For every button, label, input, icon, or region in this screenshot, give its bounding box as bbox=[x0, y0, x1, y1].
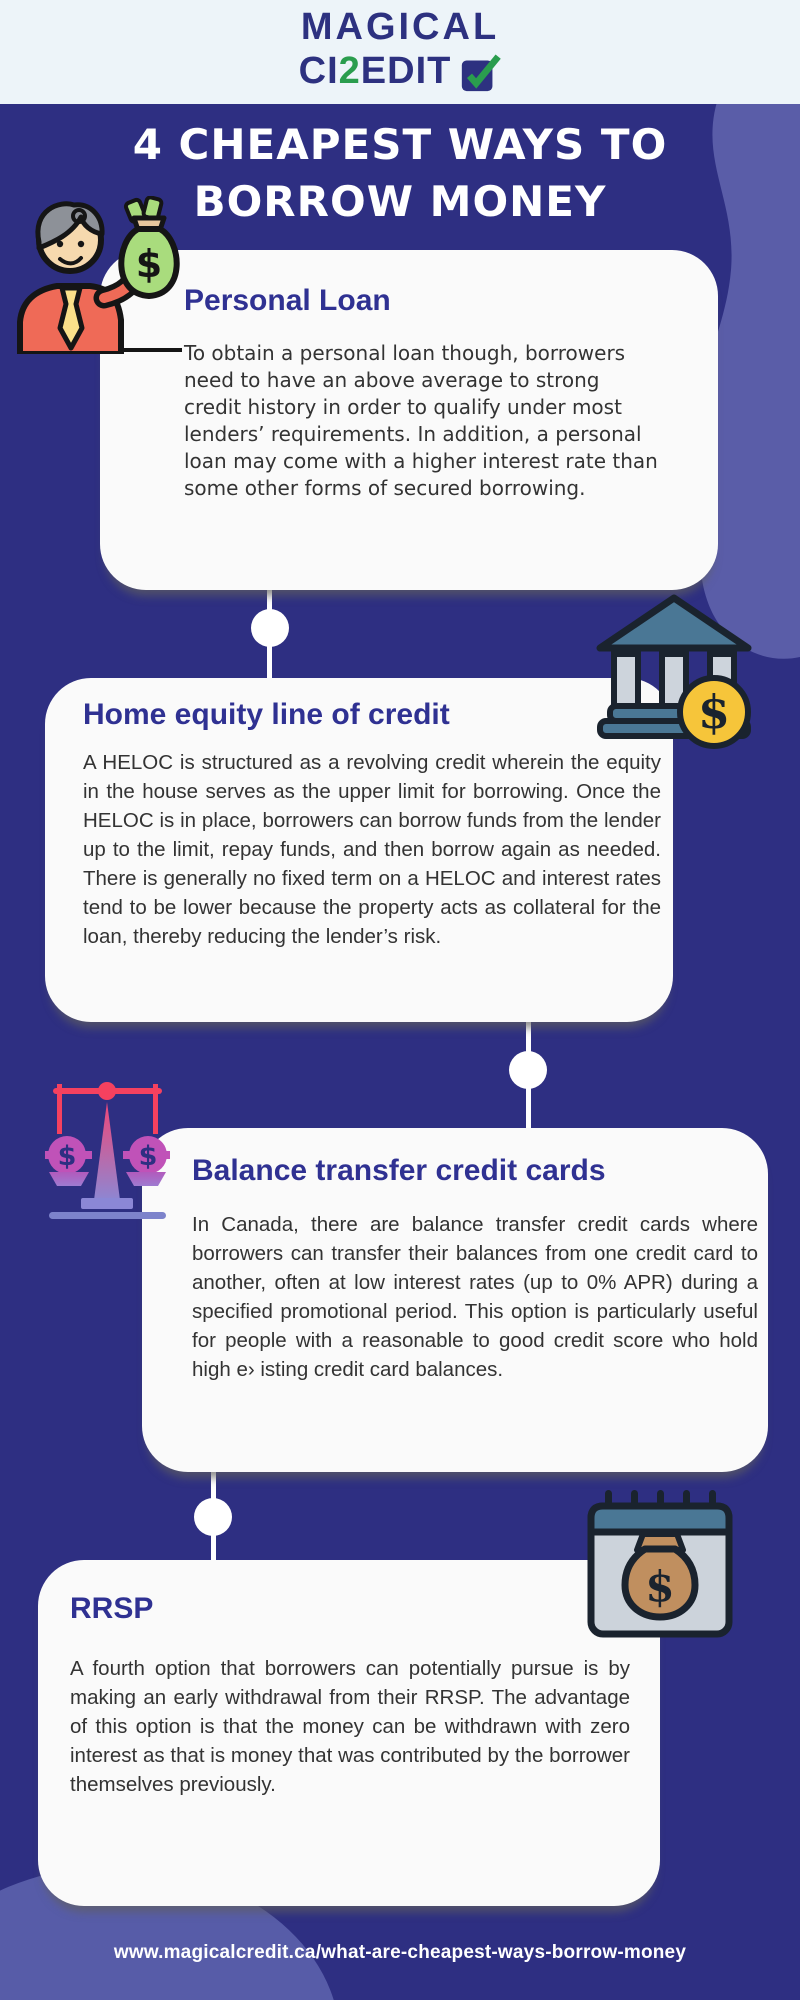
magical-credit-logo bbox=[0, 6, 800, 94]
bank-icon bbox=[592, 592, 757, 752]
page-title-line2: BORROW MONEY bbox=[193, 177, 607, 226]
header-bar bbox=[0, 0, 800, 104]
logo-word-magical: MAGICAL bbox=[300, 6, 500, 48]
connector-dot-2 bbox=[509, 1051, 547, 1089]
section-card-rrsp bbox=[38, 1560, 660, 1906]
logo-letter-green: 2 bbox=[338, 49, 361, 92]
balance-scale-icon bbox=[45, 1080, 170, 1220]
logo-letters-navy-2: EDIT bbox=[360, 49, 452, 92]
section-body-rrsp: A fourth option that borrowers can potentially pursue is by making an early withdrawal from their RRSP. The advantage of this option is that the money can be withdrawn with zero interest as that is money that was contributed by the borrower themselves previously. bbox=[70, 1657, 630, 1796]
section-body-personal-loan: To obtain a personal loan though, borrowers need to have an above average to strong credit history in order to qualify under most lenders’ requirements. In addition, a personal loan may come with a higher interest rate than some other forms of secured borrowing. bbox=[184, 341, 658, 500]
calendar-money-bag-icon bbox=[585, 1488, 735, 1640]
section-title-rrsp: RRSP bbox=[70, 1592, 154, 1625]
logo-word-credit bbox=[0, 48, 800, 94]
logo-letters-navy: CI bbox=[298, 49, 339, 92]
section-title-personal-loan: Personal Loan bbox=[184, 284, 391, 317]
dollar-sign: $ bbox=[135, 242, 163, 286]
man-holding-money-bag-icon bbox=[12, 196, 182, 354]
dollar-sign: $ bbox=[57, 1141, 77, 1172]
section-card-personal-loan bbox=[100, 250, 718, 590]
connector-dot-3 bbox=[194, 1498, 232, 1536]
section-title-balance-transfer: Balance transfer credit cards bbox=[192, 1154, 606, 1187]
dollar-sign: $ bbox=[645, 1562, 675, 1611]
checkbox-checkmark-icon bbox=[459, 49, 501, 93]
dollar-sign: $ bbox=[138, 1141, 158, 1172]
footer-url[interactable]: www.magicalcredit.ca/what-are-cheapest-ways-borrow-money bbox=[113, 1942, 687, 1963]
dollar-sign: $ bbox=[697, 685, 731, 739]
section-title-heloc: Home equity line of credit bbox=[83, 698, 450, 731]
section-card-heloc bbox=[45, 678, 673, 1022]
section-card-balance-transfer bbox=[142, 1128, 768, 1472]
page-title-line1: 4 CHEAPEST WAYS TO bbox=[132, 120, 668, 169]
section-body-heloc: A HELOC is structured as a revolving credit wherein the equity in the house serves as the upper limit for borrowing. Once the HELOC is in place, borrowers can borrow funds from the lender up to the limit, repay funds, and then borrow again as needed. There is generally no fixed term on a HELOC and interest rates tend to be lower because the property acts as collateral for the loan, thereby reducing the lender’s risk. bbox=[83, 751, 661, 948]
connector-dot-1 bbox=[251, 609, 289, 647]
section-body-balance-transfer: In Canada, there are balance transfer credit cards where borrowers can transfer their balances from one credit card to another, often at low interest rates (up to 0% APR) during a specified promotional period. This option is particularly useful for people with a reasonable to good credit score who hold high e› isting credit card balances. bbox=[192, 1213, 758, 1381]
